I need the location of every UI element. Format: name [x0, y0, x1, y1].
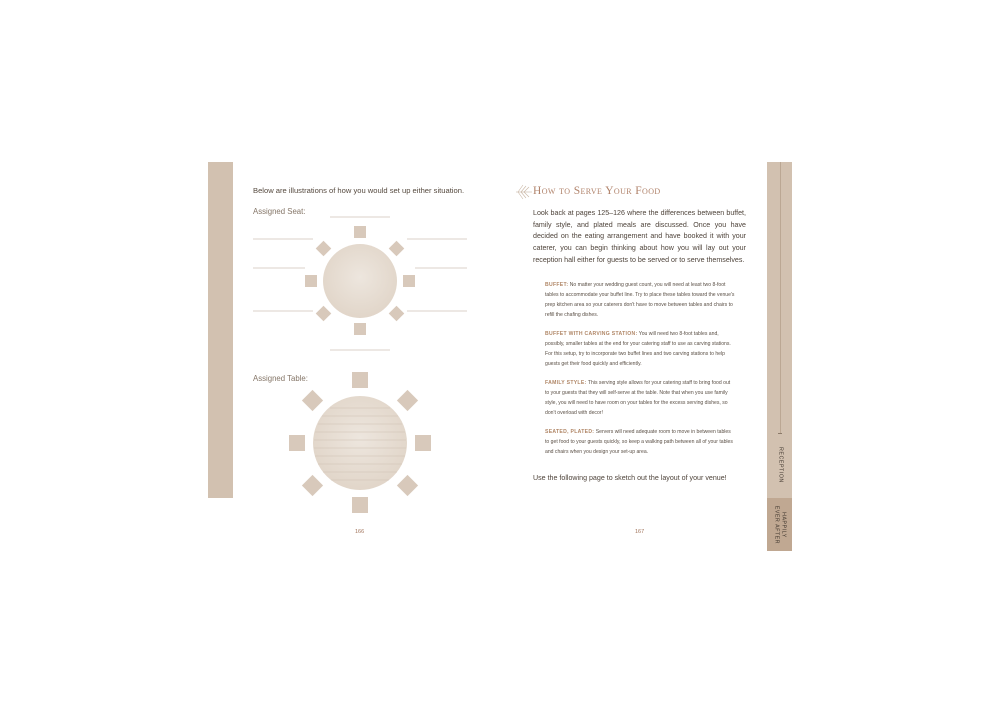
chair — [352, 372, 368, 388]
tab-ever-after-label — [773, 505, 786, 543]
chair — [316, 306, 332, 322]
chair — [403, 275, 415, 287]
serving-style-item — [545, 330, 735, 370]
section-tab-happily-ever-after[interactable] — [767, 498, 792, 551]
round-table — [323, 244, 397, 318]
tab-reception-label: RECEPTION — [776, 447, 783, 483]
tab-divider-line — [780, 162, 781, 434]
left-intro-text: Below are illustrations of how you would set up either situation. — [253, 186, 465, 195]
item-label: SEATED, PLATED: — [545, 429, 595, 435]
chair — [389, 241, 405, 257]
item-text: You will need two 8-foot tables and, possibly, smaller tables at the end for your catering staff to use as carving stations. For this setup, try to incorporate two buffet lines and two carving stations to help guests get their food quickly and efficiently. — [545, 331, 731, 367]
chair — [354, 323, 366, 335]
serving-style-item — [545, 281, 735, 321]
round-table — [313, 396, 407, 490]
chair — [389, 306, 405, 322]
leaf-ornament-icon — [514, 181, 534, 203]
chair — [289, 435, 305, 451]
chair — [397, 475, 418, 496]
chair — [397, 390, 418, 411]
chair — [316, 241, 332, 257]
chair — [302, 475, 323, 496]
assigned-table-label: Assigned Table: — [253, 374, 308, 383]
serving-style-item — [545, 379, 735, 419]
chair — [305, 275, 317, 287]
tab-ever-after-line2: EVER AFTER — [773, 505, 780, 544]
intro-paragraph: Look back at pages 125–126 where the differences between buffet, family style, and plated meals are discussed. Once you have decided on the eating arrangement and have booked it with your caterer, you can begin thinking about how you will lay out your reception hall either for guests to be served or to serve themselves. — [533, 209, 746, 264]
page-title: How to Serve Your Food — [533, 185, 661, 197]
assigned-seat-diagram — [253, 217, 467, 350]
item-label: FAMILY STYLE: — [545, 380, 587, 386]
item-label: BUFFET WITH CARVING STATION: — [545, 331, 638, 337]
outro-text: Use the following page to sketch out the layout of your venue! — [533, 474, 727, 482]
page-number-left: 166 — [355, 529, 365, 535]
chair — [415, 435, 431, 451]
serving-style-item — [545, 428, 735, 458]
chair — [352, 497, 368, 513]
item-text: Servers will need adequate room to move in between tables to get food to your guests quickly, so keep a walking path between all of your tables and chairs when you design your set-up area. — [545, 429, 733, 455]
section-tab-reception[interactable] — [767, 434, 792, 496]
page-number-right: 167 — [635, 529, 645, 535]
assigned-table-diagram — [289, 372, 431, 513]
assigned-seat-label: Assigned Seat: — [253, 207, 306, 216]
tab-ever-after-line1: HAPPILY — [780, 511, 786, 538]
item-text: This serving style allows for your catering staff to bring food out to your guests that they will self-serve at the table. Note that when you use family style, you will need to have room on your tables for the excess serving dishes, so don't overload with decor! — [545, 380, 731, 416]
chair — [354, 226, 366, 238]
item-label: BUFFET: — [545, 282, 569, 288]
item-text: No matter your wedding guest count, you will need at least two 8-foot tables to accommodate your buffet line. Try to place these tables toward the venue's prep kitchen area so your caterers don't have to move between tables and chairs to refill the chafing dishes. — [545, 282, 735, 318]
chair — [302, 390, 323, 411]
